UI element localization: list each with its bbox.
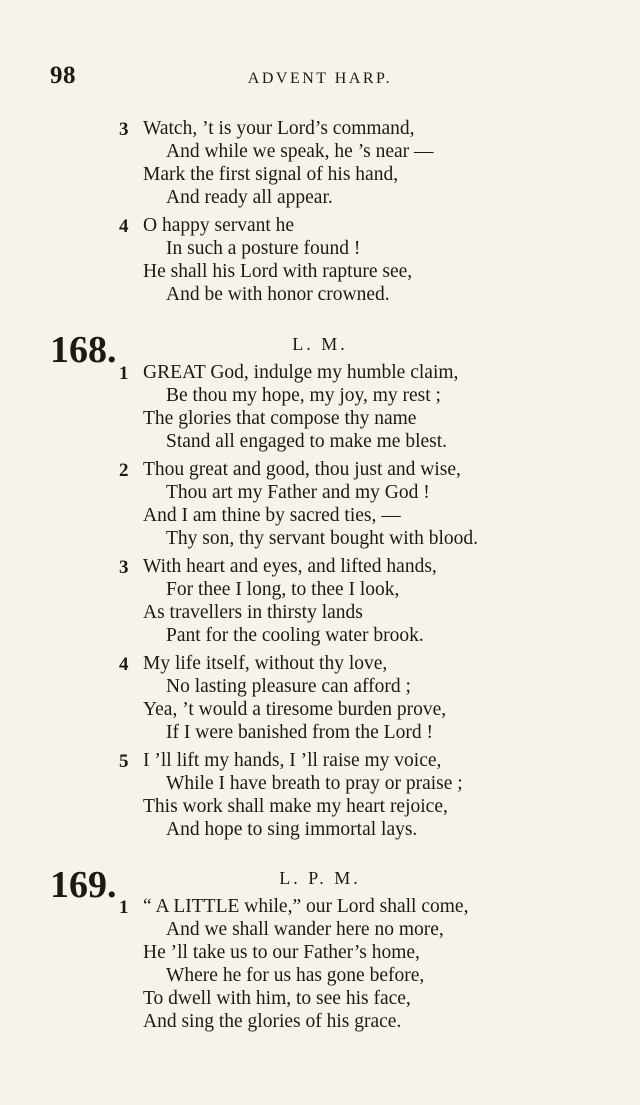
verse-line: And ready all appear. [166, 187, 333, 208]
verse-line: With heart and eyes, and lifted hands, [143, 556, 437, 577]
verse-line: Pant for the cooling water brook. [166, 625, 424, 646]
verse-number: 4 [119, 216, 129, 237]
running-head: ADVENT HARP. [247, 70, 393, 87]
verse-line: No lasting pleasure can afford ; [166, 676, 411, 697]
verse-line: O happy servant he [143, 215, 295, 236]
verse-line: For thee I long, to thee I look, [166, 579, 400, 600]
verse-number: 1 [119, 897, 129, 918]
verse-line: Mark the first signal of his hand, [143, 164, 399, 185]
hymn-number: 169. [50, 864, 117, 906]
verse-line: If I were banished from the Lord ! [166, 722, 433, 743]
verse-line: And I am thine by sacred ties, — [143, 505, 401, 526]
verse-line: Be thou my hope, my joy, my rest ; [166, 385, 441, 406]
verse-number: 3 [119, 557, 129, 578]
verse-line: Thou great and good, thou just and wise, [143, 459, 461, 480]
verse-line: Thy son, thy servant bought with blood. [166, 528, 478, 549]
verse-line: And hope to sing immortal lays. [166, 819, 418, 840]
verse-line: As travellers in thirsty lands [143, 602, 363, 623]
verse-number: 2 [119, 460, 129, 481]
verse-line: This work shall make my heart rejoice, [143, 796, 448, 817]
verse-line: “ A LITTLE while,” our Lord shall come, [143, 896, 469, 917]
verse-line: And be with honor crowned. [166, 284, 390, 305]
page-number: 98 [50, 62, 76, 89]
verse-line: Yea, ’t would a tiresome burden prove, [143, 699, 447, 720]
verse-line: And while we speak, he ’s near — [166, 141, 434, 162]
verse-line: GREAT God, indulge my humble claim, [143, 362, 459, 383]
verse-number: 3 [119, 119, 129, 140]
verse-line: And sing the glories of his grace. [143, 1011, 402, 1032]
verse-line: Watch, ’t is your Lord’s command, [143, 118, 415, 139]
verse-number: 4 [119, 654, 129, 675]
hymn-meter: L. P. M. [279, 868, 361, 888]
verse-line: While I have breath to pray or praise ; [166, 773, 463, 794]
verse-line: Thou art my Father and my God ! [166, 482, 430, 503]
verse-line: And we shall wander here no more, [166, 919, 444, 940]
verse-line: He shall his Lord with rapture see, [143, 261, 413, 282]
verse-line: To dwell with him, to see his face, [143, 988, 411, 1009]
verse-line: Where he for us has gone before, [166, 965, 425, 986]
hymn-number: 168. [50, 329, 117, 371]
verse-line: He ’ll take us to our Father’s home, [143, 942, 420, 963]
verse-line: The glories that compose thy name [143, 408, 417, 429]
verse-number: 1 [119, 363, 129, 384]
verse-line: Stand all engaged to make me blest. [166, 431, 448, 452]
verse-line: I ’ll lift my hands, I ’ll raise my voice, [143, 750, 442, 771]
hymn-meter: L. M. [292, 334, 348, 354]
verse-number: 5 [119, 751, 129, 772]
verse-line: In such a posture found ! [166, 238, 361, 259]
verse-line: My life itself, without thy love, [143, 653, 388, 674]
